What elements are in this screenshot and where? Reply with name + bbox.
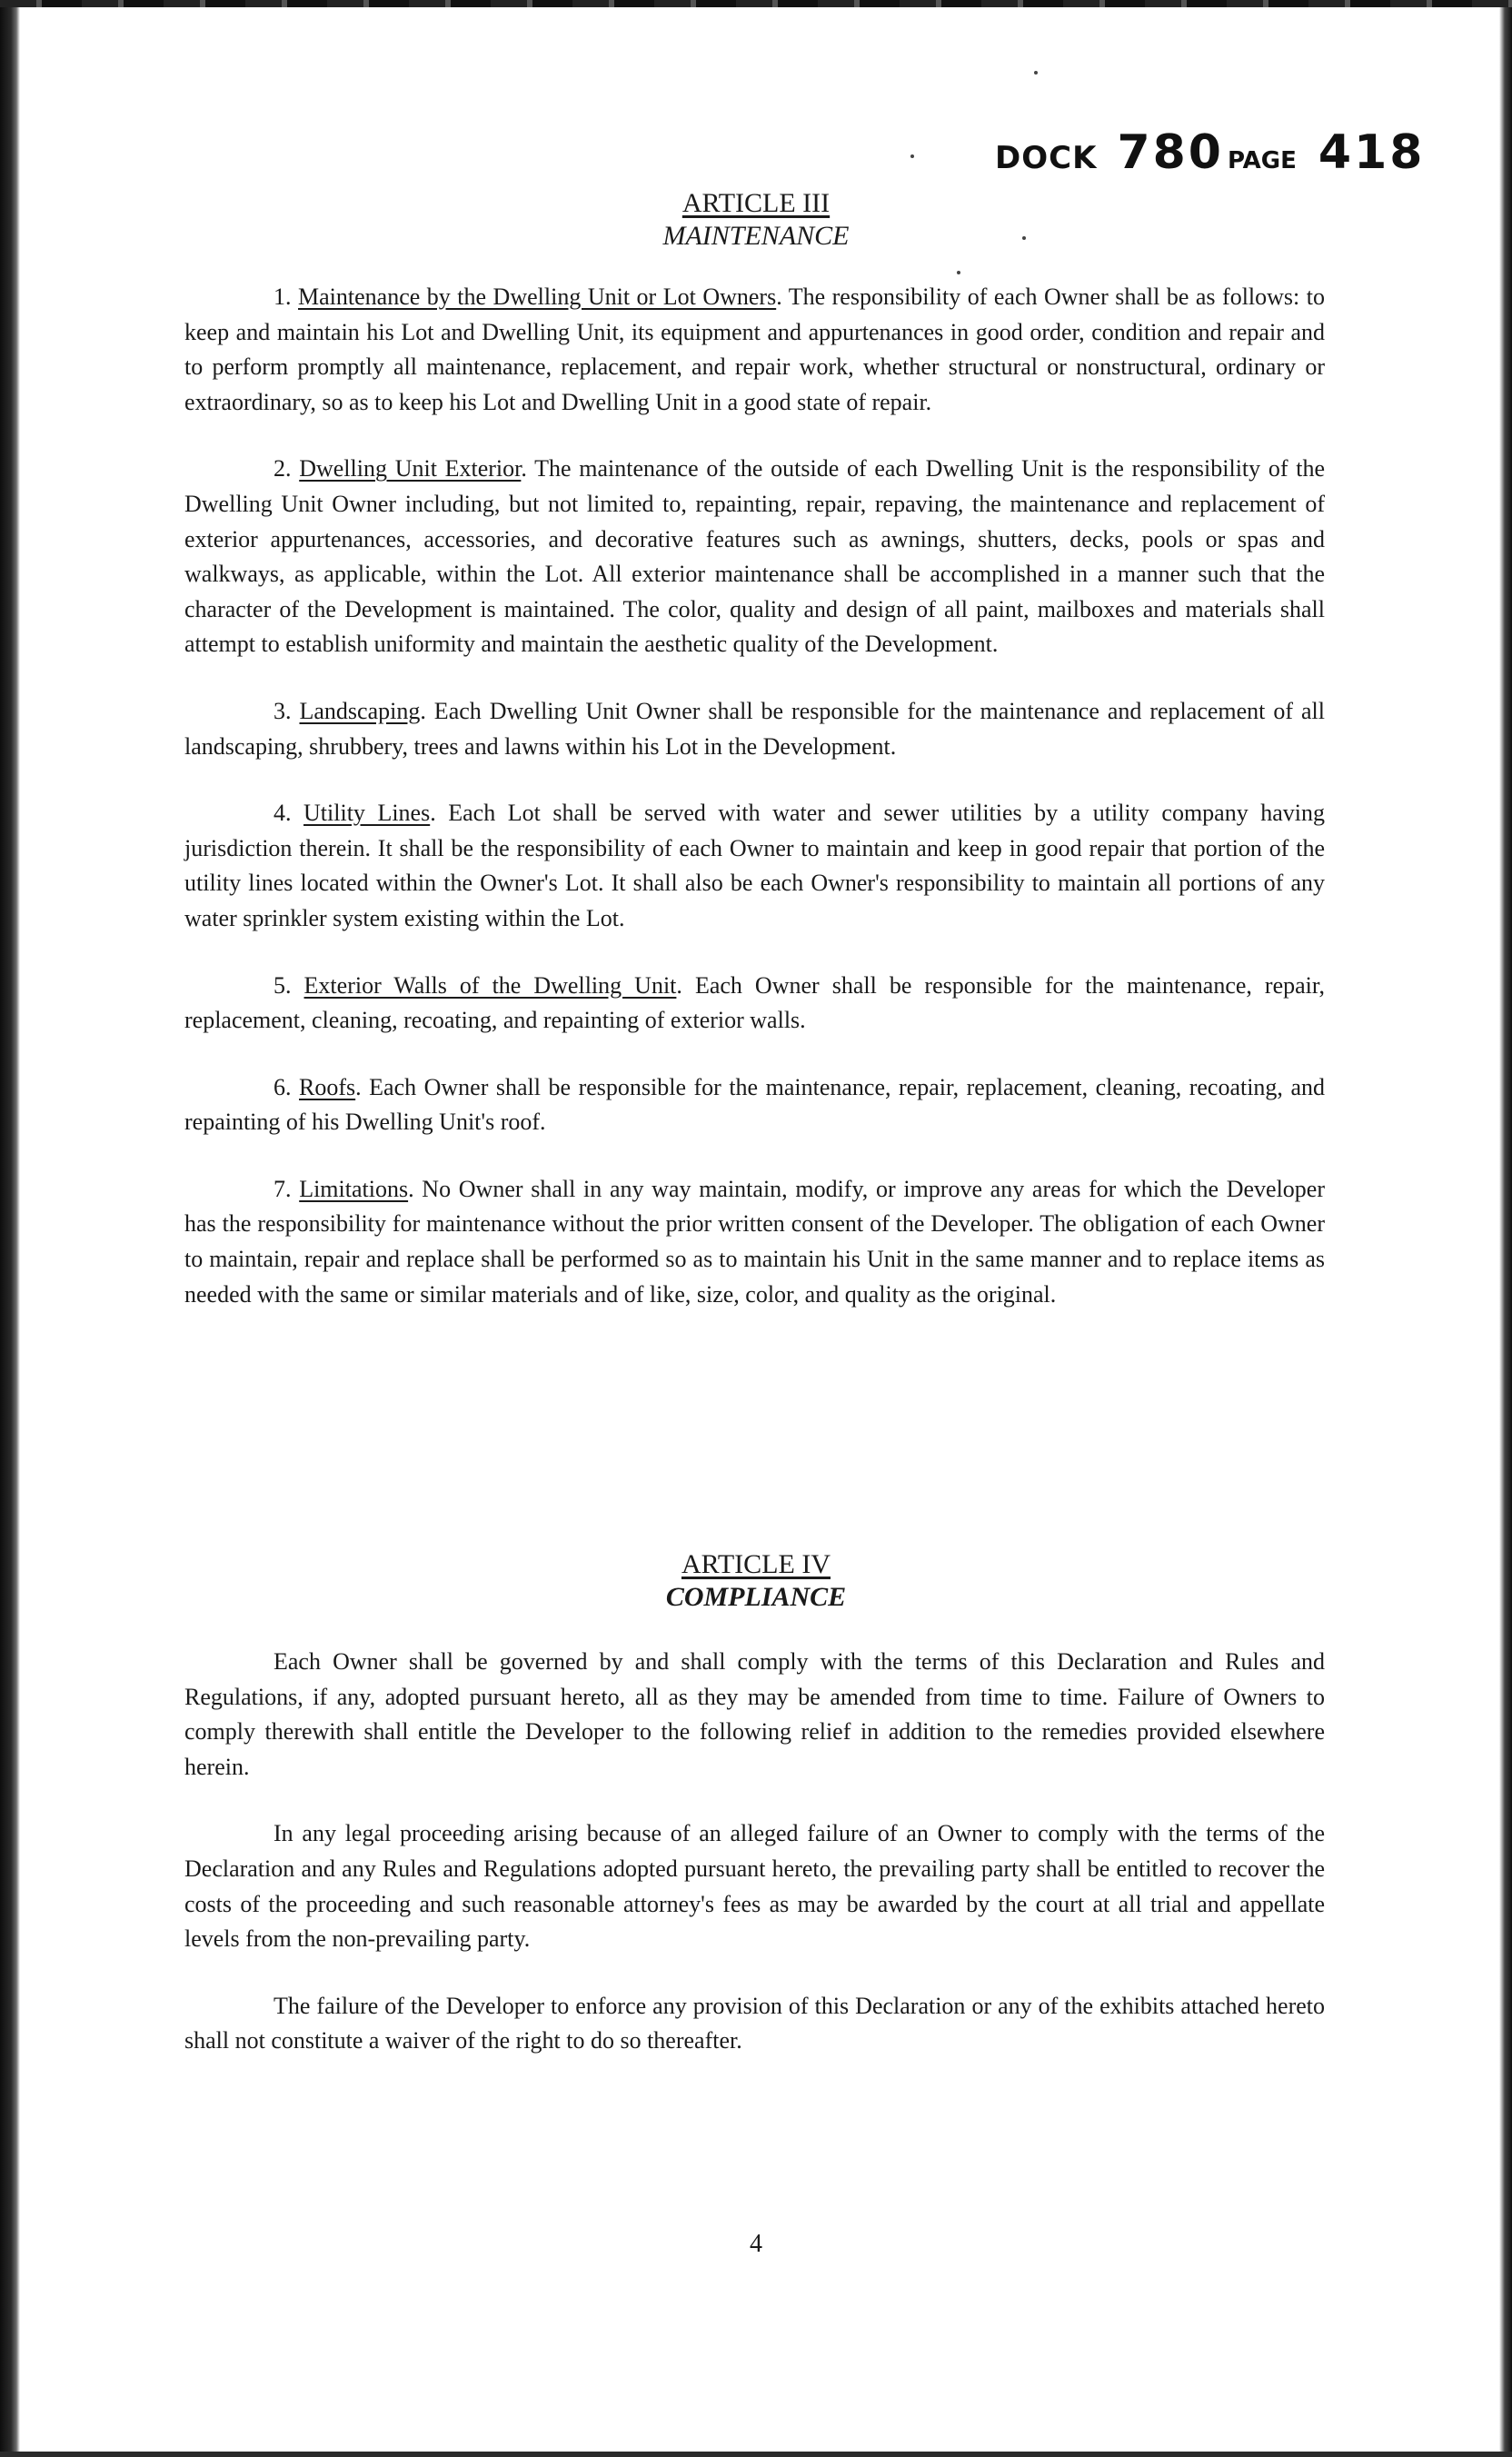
scan-speck — [1034, 71, 1038, 75]
section-title: Maintenance by the Dwelling Unit or Lot Owners — [298, 284, 777, 310]
section-text: . Each Dwelling Unit Owner shall be responsible for the maintenance and replacement of all landscaping, shrubbery, trees and lawns within his Lot in the Development. — [184, 697, 1325, 760]
article-3-body — [184, 280, 1325, 1312]
section-paragraph — [184, 796, 1325, 936]
section-paragraph — [184, 969, 1325, 1039]
book-page-stamp — [995, 125, 1425, 180]
section-paragraph — [184, 452, 1325, 662]
section-title: Dwelling Unit Exterior — [299, 455, 522, 482]
article-4-body — [184, 1645, 1325, 2059]
section-number: 6. — [274, 1073, 292, 1100]
section-paragraph — [184, 1070, 1325, 1140]
section-title: Exterior Walls of the Dwelling Unit — [303, 971, 677, 999]
article-4-heading — [0, 1548, 1512, 1614]
section-text: . The responsibility of each Owner shall be as follows: to keep and maintain his Lot and Dwelling Unit, its equipment and appurtenances in good order, condition and repair and to perform promptly all maintenance, replacement, and repair work, whether structural or nonstructural, ordinary or extraordinary, so as to keep his Lot and Dwelling Unit in a good state of repair. — [184, 284, 1325, 415]
section-number: 3. — [274, 697, 292, 724]
section-number: 4. — [274, 800, 292, 827]
section-title: Limitations — [299, 1175, 409, 1202]
scan-speck — [957, 271, 960, 274]
book-label: DOCK — [995, 140, 1098, 176]
section-paragraph — [184, 694, 1325, 764]
article-3-heading — [0, 187, 1512, 253]
compliance-paragraph: Each Owner shall be governed by and shall comply with the terms of this Declaration and Rules and Regulations, if any, adopted pursuant hereto, all as they may be amended from time to time. Failure of Owners to comply therewith shall entitle the Developer to the following relief in addition to the remedies provided elsewhere herein. — [184, 1648, 1325, 1780]
scan-speck — [910, 154, 914, 158]
compliance-paragraph: The failure of the Developer to enforce any provision of this Declaration or any of the exhibits attached hereto shall not constitute a waiver of the right to do so thereafter. — [184, 1992, 1325, 2054]
section-text: . Each Lot shall be served with water and sewer utilities by a utility company having jurisdiction therein. It shall be the responsibility of each Owner to maintain and keep in good repair that portion of the utility lines located within the Owner's Lot. It shall also be each Owner's responsibility to maintain all portions of any water sprinkler system existing within the Lot. — [184, 800, 1325, 931]
section-text: . No Owner shall in any way maintain, modify, or improve any areas for which the Developer has the responsibility for maintenance without the prior written consent of the Developer. The obligation of each Owner to maintain, repair and replace shall be performed so as to maintain his Unit in the same manner and to replace items as needed with the same or similar materials and of like, size, color, and quality as the original. — [184, 1175, 1325, 1308]
scan-edge-left — [0, 0, 20, 2457]
section-title: Landscaping — [299, 697, 421, 724]
compliance-paragraph: In any legal proceeding arising because of an alleged failure of an Owner to comply with the terms of the Declaration and any Rules and Regulations adopted pursuant hereto, the prevailing party shall be entitled to recover the costs of the proceeding and such reasonable attorney's fees as may be awarded by the court at all trial and appellate levels from the non-prevailing party. — [184, 1820, 1325, 1953]
article-4-title: ARTICLE IV — [681, 1549, 831, 1579]
page-number: 4 — [750, 2230, 762, 2258]
scan-edge-top — [0, 0, 1512, 7]
section-title: Roofs — [299, 1073, 356, 1100]
section-title: Utility Lines — [303, 800, 431, 827]
section-number: 5. — [274, 971, 292, 999]
article-3-title: ARTICLE III — [681, 188, 831, 218]
section-paragraph — [184, 280, 1325, 420]
section-text: . The maintenance of the outside of each Dwelling Unit is the responsibility of the Dwelling Unit Owner including, but not limited to, repainting, repair, repaving, the maintenance and replacement of exterior appurtenances, accessories, and decorative features such as awnings, shutters, decks, pools or spas and walkways, as applicable, within the Lot. All exterior maintenance shall be accomplished in a manner such that the character of the Development is maintained. The color, quality and design of all paint, mailboxes and materials shall attempt to establish uniformity and maintain the aesthetic quality of the Development. — [184, 455, 1325, 658]
page-label: PAGE — [1227, 147, 1297, 174]
article-4-subtitle: COMPLIANCE — [665, 1582, 847, 1612]
section-paragraph — [184, 1172, 1325, 1312]
section-text: . Each Owner shall be responsible for the maintenance, repair, replacement, cleaning, recoating, and repainting of his Dwelling Unit's roof. — [184, 1073, 1325, 1136]
scan-edge-right — [1499, 0, 1512, 2457]
scan-edge-bottom — [0, 2452, 1512, 2457]
section-number: 1. — [274, 284, 292, 310]
article-3-subtitle: MAINTENANCE — [662, 221, 850, 251]
section-number: 2. — [274, 455, 292, 482]
section-text: . Each Owner shall be responsible for the maintenance, repair, replacement, cleaning, recoating, and repainting of exterior walls. — [184, 971, 1326, 1034]
stamp-page-number: 418 — [1318, 125, 1426, 180]
section-number: 7. — [274, 1175, 292, 1202]
book-number: 780 — [1117, 125, 1224, 180]
